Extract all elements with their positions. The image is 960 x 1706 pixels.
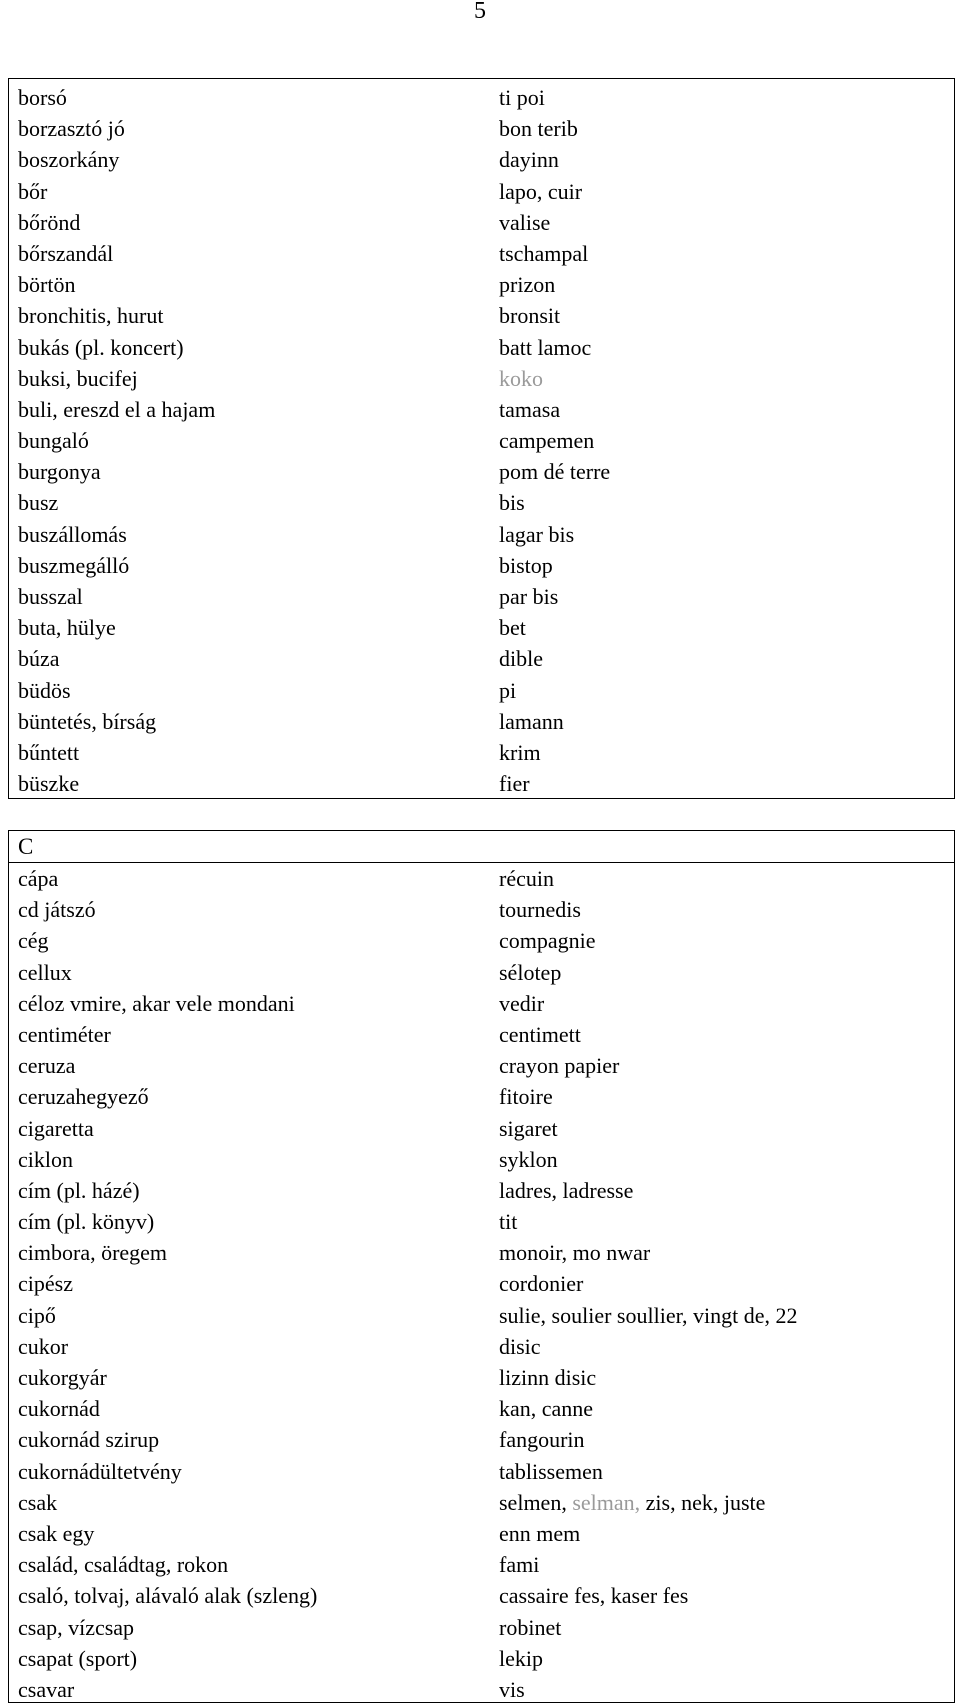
hungarian-term: csapat (sport) <box>18 1645 138 1671</box>
french-translation: dible <box>499 646 543 672</box>
french-translation: krim <box>499 739 541 765</box>
french-translation: sigaret <box>499 1115 558 1141</box>
table-row <box>9 113 954 144</box>
hungarian-term: bukás (pl. koncert) <box>18 334 184 360</box>
hungarian-term: borzasztó jó <box>18 116 125 142</box>
hungarian-term: bőrszandál <box>18 240 114 266</box>
french-translation: tablissemen <box>499 1458 603 1484</box>
table-row <box>9 1362 954 1393</box>
french-translation: sulie, soulier soullier, vingt de, 22 <box>499 1302 798 1328</box>
translation-part: selman, <box>572 1489 641 1515</box>
hungarian-term: cigaretta <box>18 1115 94 1141</box>
hungarian-term: ceruzahegyező <box>18 1084 149 1110</box>
hungarian-term: csak egy <box>18 1520 95 1546</box>
french-translation: sélotep <box>499 959 562 985</box>
french-translation: cassaire fes, kaser fes <box>499 1583 689 1609</box>
table-row <box>9 1300 954 1331</box>
table-row <box>9 1424 954 1455</box>
hungarian-term: csap, vízcsap <box>18 1614 135 1640</box>
hungarian-term: cím (pl. könyv) <box>18 1209 155 1235</box>
hungarian-term: bűntett <box>18 739 80 765</box>
french-translation: prizon <box>499 272 556 298</box>
french-translation: vis <box>499 1676 525 1702</box>
french-translation: koko <box>499 365 543 391</box>
hungarian-term: cukor <box>18 1333 69 1359</box>
table-row <box>9 957 954 988</box>
table-row <box>9 1144 954 1175</box>
french-translation: enn mem <box>499 1520 581 1546</box>
table-row <box>9 675 954 706</box>
hungarian-term: cukornádültetvény <box>18 1458 182 1484</box>
table-row <box>9 925 954 956</box>
table-row <box>9 1206 954 1237</box>
french-translation: tamasa <box>499 396 561 422</box>
vocabulary-table-b <box>8 78 955 799</box>
hungarian-term: bungaló <box>18 428 89 454</box>
french-translation: tschampal <box>499 240 589 266</box>
translation-part: zis, nek, juste <box>640 1489 766 1515</box>
hungarian-term: buksi, bucifej <box>18 365 138 391</box>
table-row <box>9 737 954 768</box>
hungarian-term: cég <box>18 928 49 954</box>
hungarian-term: buszmegálló <box>18 552 130 578</box>
french-translation: bon terib <box>499 116 578 142</box>
table-row <box>9 1113 954 1144</box>
table-row <box>9 1456 954 1487</box>
table-row <box>9 1643 954 1674</box>
table-row <box>9 894 954 925</box>
table-row <box>9 1518 954 1549</box>
table-row <box>9 1549 954 1580</box>
table-row <box>9 612 954 643</box>
hungarian-term: cápa <box>18 866 59 891</box>
french-translation: dayinn <box>499 147 559 173</box>
french-translation: ti poi <box>499 85 545 110</box>
hungarian-term: buta, hülye <box>18 615 116 641</box>
french-translation: robinet <box>499 1614 562 1640</box>
french-translation: tournedis <box>499 897 581 923</box>
french-translation: bis <box>499 490 525 516</box>
french-translation: lamann <box>499 708 564 734</box>
french-translation: lizinn disic <box>499 1365 597 1390</box>
vocabulary-table-c <box>8 830 955 1703</box>
section-heading: C <box>9 831 954 863</box>
table-row <box>9 1674 954 1705</box>
hungarian-term: börtön <box>18 272 76 298</box>
hungarian-term: család, családtag, rokon <box>18 1552 229 1578</box>
french-translation: lagar bis <box>499 521 575 547</box>
french-translation: fier <box>499 771 530 797</box>
table-row <box>9 768 954 799</box>
french-translation: bistop <box>499 552 553 578</box>
table-row <box>9 456 954 487</box>
french-translation: bet <box>499 615 526 641</box>
hungarian-term: cimbora, öregem <box>18 1240 168 1266</box>
table-row <box>9 643 954 674</box>
french-translation: batt lamoc <box>499 334 592 360</box>
hungarian-term: bőrönd <box>18 209 81 235</box>
hungarian-term: cukornád szirup <box>18 1427 160 1453</box>
table-row <box>9 176 954 207</box>
hungarian-term: cipő <box>18 1302 56 1328</box>
hungarian-term: búza <box>18 646 60 672</box>
table-row <box>9 1580 954 1611</box>
table-row <box>9 706 954 737</box>
table-row <box>9 144 954 175</box>
hungarian-term: büntetés, bírság <box>18 708 157 734</box>
french-translation: syklon <box>499 1146 558 1172</box>
table-row <box>9 425 954 456</box>
hungarian-term: csak <box>18 1489 58 1515</box>
french-translation <box>499 1487 765 1518</box>
french-translation: disic <box>499 1333 541 1359</box>
hungarian-term: csavar <box>18 1676 75 1702</box>
table-row <box>9 82 954 113</box>
translation-part: selmen, <box>499 1489 573 1515</box>
french-translation: bronsit <box>499 303 561 329</box>
french-translation: monoir, mo nwar <box>499 1240 651 1266</box>
french-translation: tit <box>499 1209 518 1235</box>
hungarian-term: centiméter <box>18 1021 111 1047</box>
hungarian-term: bőr <box>18 178 48 204</box>
table-row <box>9 1331 954 1362</box>
french-translation: récuin <box>499 866 554 891</box>
hungarian-term: ceruza <box>18 1053 76 1079</box>
french-translation: kan, canne <box>499 1396 594 1422</box>
hungarian-term: buszállomás <box>18 521 127 547</box>
table-row <box>9 332 954 363</box>
table-row <box>9 1019 954 1050</box>
hungarian-term: büdös <box>18 677 71 703</box>
french-translation: lekip <box>499 1645 543 1671</box>
hungarian-term: busz <box>18 490 59 516</box>
hungarian-term: bronchitis, hurut <box>18 303 164 329</box>
french-translation: valise <box>499 209 551 235</box>
french-translation: fami <box>499 1552 540 1578</box>
french-translation: compagnie <box>499 928 596 954</box>
table-row <box>9 487 954 518</box>
table-row <box>9 300 954 331</box>
hungarian-term: ciklon <box>18 1146 73 1172</box>
hungarian-term: burgonya <box>18 459 101 485</box>
french-translation: fitoire <box>499 1084 553 1110</box>
french-translation: lapo, cuir <box>499 178 583 204</box>
table-row <box>9 550 954 581</box>
table-row <box>9 238 954 269</box>
hungarian-term: csaló, tolvaj, alávaló alak (szleng) <box>18 1583 318 1609</box>
hungarian-term: cím (pl. házé) <box>18 1177 140 1203</box>
table-row <box>9 269 954 300</box>
french-translation: vedir <box>499 990 545 1016</box>
french-translation: campemen <box>499 428 595 454</box>
table-row <box>9 1268 954 1299</box>
french-translation: pi <box>499 677 517 703</box>
french-translation: pom dé terre <box>499 459 611 485</box>
french-translation: centimett <box>499 1021 581 1047</box>
hungarian-term: busszal <box>18 584 83 609</box>
hungarian-term: cellux <box>18 959 72 985</box>
hungarian-term: cukorgyár <box>18 1365 107 1390</box>
hungarian-term: céloz vmire, akar vele mondani <box>18 990 295 1016</box>
hungarian-term: borsó <box>18 85 67 110</box>
hungarian-term: cd játszó <box>18 897 96 923</box>
table-row <box>9 1050 954 1081</box>
table-row <box>9 1393 954 1424</box>
french-translation: crayon papier <box>499 1053 620 1079</box>
hungarian-term: boszorkány <box>18 147 120 173</box>
french-translation: par bis <box>499 584 559 609</box>
hungarian-term: cipész <box>18 1271 73 1297</box>
table-row <box>9 1175 954 1206</box>
table-row <box>9 207 954 238</box>
french-translation: fangourin <box>499 1427 585 1453</box>
page-number: 5 <box>474 0 486 24</box>
table-row <box>9 519 954 550</box>
table-row <box>9 863 954 894</box>
hungarian-term: büszke <box>18 771 80 797</box>
table-row <box>9 1237 954 1268</box>
hungarian-term: buli, ereszd el a hajam <box>18 396 216 422</box>
table-row <box>9 988 954 1019</box>
table-row <box>9 1081 954 1112</box>
table-row <box>9 394 954 425</box>
french-translation: cordonier <box>499 1271 584 1297</box>
table-row <box>9 363 954 394</box>
table-row <box>9 1612 954 1643</box>
french-translation: ladres, ladresse <box>499 1177 634 1203</box>
hungarian-term: cukornád <box>18 1396 100 1422</box>
table-row <box>9 1487 954 1518</box>
table-row <box>9 581 954 612</box>
